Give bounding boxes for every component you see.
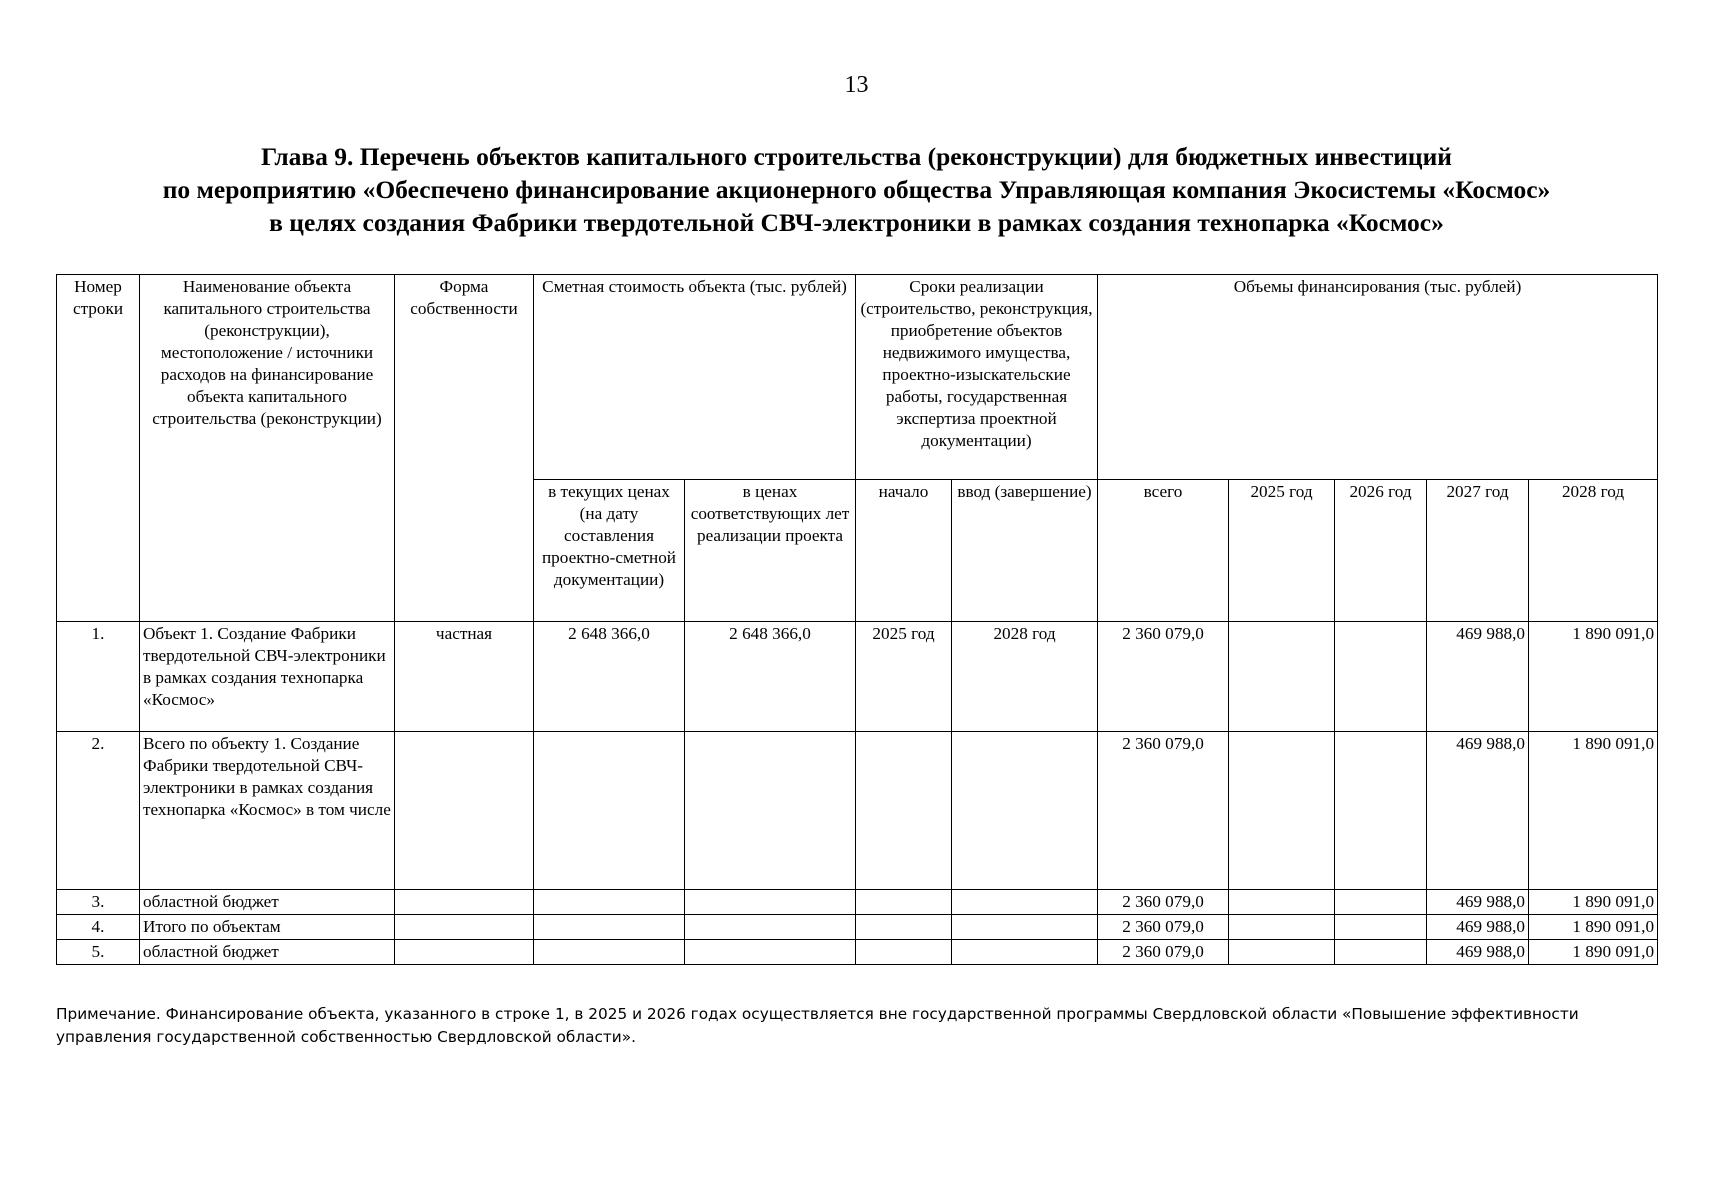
- objects-table: [56, 274, 1658, 965]
- cell-y2028: 1 890 091,0: [1529, 622, 1658, 732]
- cell-name: Итого по объектам: [140, 915, 395, 940]
- cell-cost-current: [534, 890, 685, 915]
- header-total: всего: [1098, 480, 1229, 622]
- cell-ownership: [395, 940, 534, 965]
- cell-cost-years: [685, 940, 856, 965]
- header-implementation-terms: Сроки реализации (строительство, реконструкция, приобретение объектов недвижимого имущества, проектно-изыскательские работы, государственная экспертиза проектной документации): [856, 275, 1098, 480]
- cell-ownership: [395, 915, 534, 940]
- cell-num: 3.: [57, 890, 140, 915]
- cell-end: [952, 915, 1098, 940]
- header-object-name: Наименование объекта капитального строительства (реконструкции), местоположение / источники расходов на финансирование объекта капитального строительства (реконструкции): [140, 275, 395, 622]
- cell-y2028: 1 890 091,0: [1529, 890, 1658, 915]
- table-row: [57, 940, 1658, 965]
- cell-y2026: [1335, 915, 1427, 940]
- page-number: 13: [844, 72, 869, 98]
- chapter-title: [40, 140, 1673, 239]
- cell-y2027: 469 988,0: [1427, 915, 1529, 940]
- cell-total: 2 360 079,0: [1098, 940, 1229, 965]
- header-2027: 2027 год: [1427, 480, 1529, 622]
- cell-end: [952, 940, 1098, 965]
- cell-cost-years: [685, 890, 856, 915]
- chapter-title-line-1: Глава 9. Перечень объектов капитального строительства (реконструкции) для бюджетных инвестиций: [261, 142, 1452, 171]
- cell-start: [856, 732, 952, 890]
- cell-y2025: [1229, 732, 1335, 890]
- cell-y2025: [1229, 890, 1335, 915]
- header-ownership: Форма собственности: [395, 275, 534, 622]
- table-row: [57, 890, 1658, 915]
- cell-y2025: [1229, 940, 1335, 965]
- header-start: начало: [856, 480, 952, 622]
- cell-y2028: 1 890 091,0: [1529, 915, 1658, 940]
- cell-total: 2 360 079,0: [1098, 622, 1229, 732]
- cell-num: 5.: [57, 940, 140, 965]
- header-funding-volumes: Объемы финансирования (тыс. рублей): [1098, 275, 1658, 480]
- table-row: [57, 622, 1658, 732]
- cell-total: 2 360 079,0: [1098, 915, 1229, 940]
- cell-y2028: 1 890 091,0: [1529, 940, 1658, 965]
- footnote: Примечание. Финансирование объекта, указанного в строке 1, в 2025 и 2026 годах осуществляется вне государственной программы Свердловской области «Повышение эффективности управления государственной собственностью Свердловской области».: [56, 1005, 1579, 1046]
- cell-total: 2 360 079,0: [1098, 732, 1229, 890]
- cell-end: 2028 год: [952, 622, 1098, 732]
- cell-cost-years: [685, 732, 856, 890]
- cell-end: [952, 890, 1098, 915]
- header-cost-year-prices: в ценах соответствующих лет реализации проекта: [685, 480, 856, 622]
- cell-cost-years: 2 648 366,0: [685, 622, 856, 732]
- cell-y2026: [1335, 940, 1427, 965]
- cell-num: 4.: [57, 915, 140, 940]
- cell-y2027: 469 988,0: [1427, 890, 1529, 915]
- cell-start: [856, 915, 952, 940]
- chapter-title-line-3: в целях создания Фабрики твердотельной СВЧ-электроники в рамках создания технопарка «Космос»: [269, 208, 1444, 237]
- cell-ownership: [395, 890, 534, 915]
- cell-num: 1.: [57, 622, 140, 732]
- cell-name: Всего по объекту 1. Создание Фабрики твердотельной СВЧ-электроники в рамках создания технопарка «Космос» в том числе: [140, 732, 395, 890]
- cell-ownership: частная: [395, 622, 534, 732]
- table-row: [57, 732, 1658, 890]
- cell-y2027: 469 988,0: [1427, 940, 1529, 965]
- cell-name: Объект 1. Создание Фабрики твердотельной СВЧ-электроники в рамках создания технопарка «Космос»: [140, 622, 395, 732]
- cell-y2026: [1335, 890, 1427, 915]
- cell-cost-current: [534, 732, 685, 890]
- cell-cost-current: [534, 915, 685, 940]
- cell-cost-current: 2 648 366,0: [534, 622, 685, 732]
- cell-cost-current: [534, 940, 685, 965]
- cell-y2026: [1335, 732, 1427, 890]
- header-estimated-cost: Сметная стоимость объекта (тыс. рублей): [534, 275, 856, 480]
- header-2026: 2026 год: [1335, 480, 1427, 622]
- header-end: ввод (завершение): [952, 480, 1098, 622]
- cell-y2025: [1229, 622, 1335, 732]
- cell-total: 2 360 079,0: [1098, 890, 1229, 915]
- cell-start: [856, 890, 952, 915]
- cell-end: [952, 732, 1098, 890]
- cell-name: областной бюджет: [140, 890, 395, 915]
- cell-num: 2.: [57, 732, 140, 890]
- header-row-1: [57, 275, 1658, 480]
- cell-start: 2025 год: [856, 622, 952, 732]
- cell-start: [856, 940, 952, 965]
- cell-y2027: 469 988,0: [1427, 732, 1529, 890]
- header-row-number: Номер строки: [57, 275, 140, 622]
- header-2028: 2028 год: [1529, 480, 1658, 622]
- cell-y2027: 469 988,0: [1427, 622, 1529, 732]
- cell-y2026: [1335, 622, 1427, 732]
- cell-name: областной бюджет: [140, 940, 395, 965]
- header-cost-current-prices: в текущих ценах (на дату составления проектно-сметной документации): [534, 480, 685, 622]
- cell-ownership: [395, 732, 534, 890]
- cell-y2025: [1229, 915, 1335, 940]
- cell-cost-years: [685, 915, 856, 940]
- chapter-title-line-2: по мероприятию «Обеспечено финансирование акционерного общества Управляющая компания Экосистемы «Космос»: [162, 175, 1551, 204]
- header-2025: 2025 год: [1229, 480, 1335, 622]
- cell-y2028: 1 890 091,0: [1529, 732, 1658, 890]
- table-row: [57, 915, 1658, 940]
